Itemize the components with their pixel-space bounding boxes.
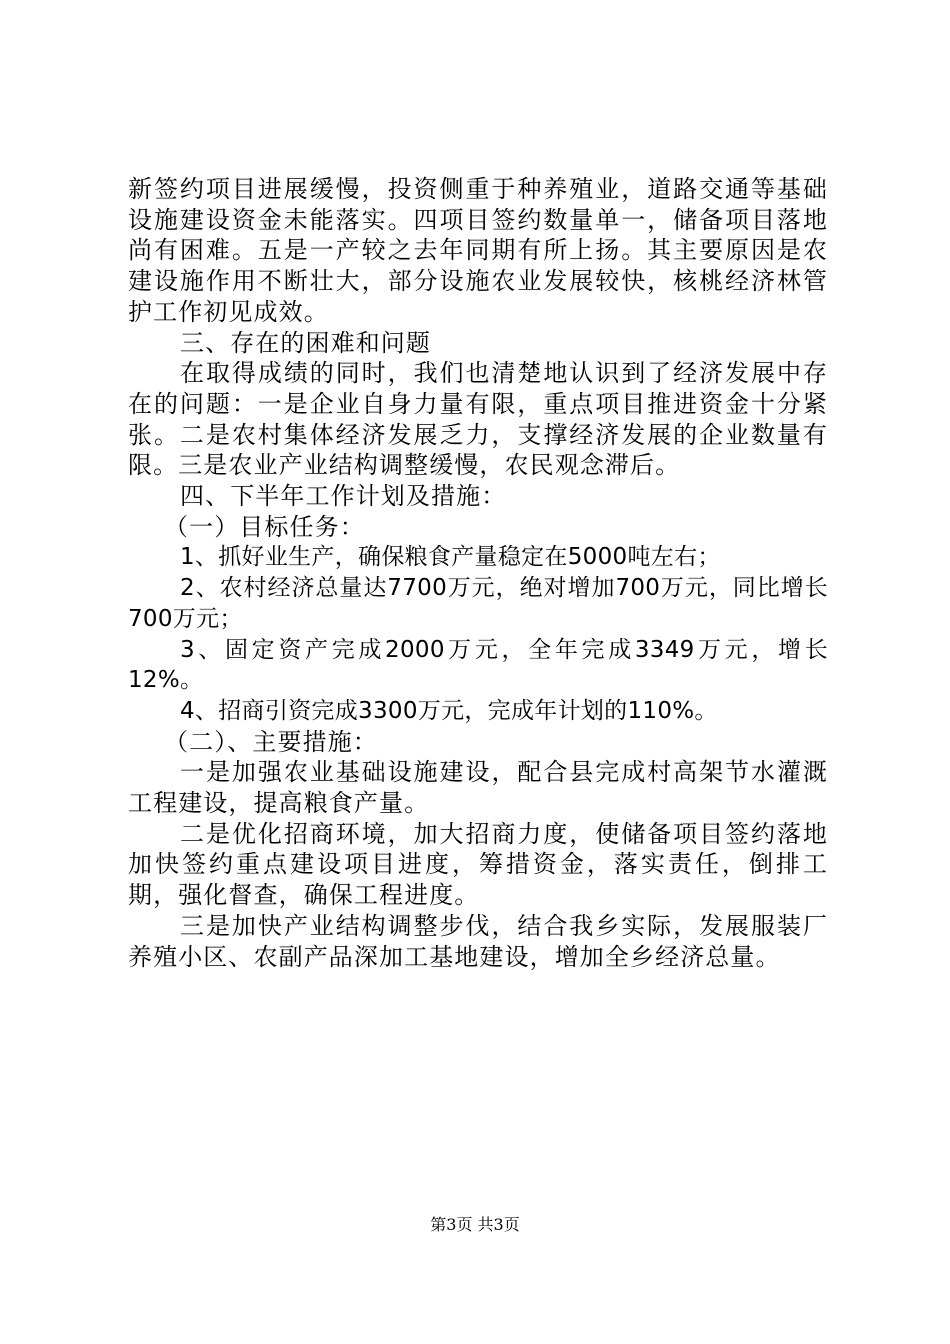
target-item-1: 1、抓好业生产，确保粮食产量稳定在5000吨左右； [180,544,721,571]
document-body [128,174,828,972]
subheading-targets: （一）目标任务： [164,512,365,541]
section-heading-plan: 四、下半年工作计划及措施： [180,482,507,511]
measure-paragraph-1: 一是加强农业基础设施建设，配合县完成村高架节水灌溉工程建设，提高粮食产量。 [128,758,828,818]
paragraph-intro: 新签约项目进展缓慢，投资侧重于种养殖业，道路交通等基础设施建设资金未能落实。四项目签约数量单一，储备项目落地尚有困难。五是一产较之去年同期有所上扬。其主要原因是农建设施作用不断壮大，部分设施农业发展较快，核桃经济林管护工作初见成效。 [128,175,828,326]
target-item-3: 3、固定资产完成2000万元，全年完成3349万元，增长12%。 [128,636,828,694]
subheading-measures: （二）、主要措施： [164,727,378,756]
measure-paragraph-3: 三是加快产业结构调整步伐，结合我乡实际，发展服装厂养殖小区、农副产品深加工基地建设，增加全乡经济总量。 [128,911,828,971]
target-item-2: 2、农村经济总量达7700万元，绝对增加700万元，同比增长700万元； [128,575,828,632]
page-footer: 第3页 共3页 [430,1215,520,1234]
paragraph-difficulties: 在取得成绩的同时，我们也清楚地认识到了经济发展中存在的问题：一是企业自身力量有限，重点项目推进资金十分紧张。二是农村集体经济发展乏力，支撑经济发展的企业数量有限。三是农业产业结构调整缓慢，农民观念滞后。 [128,359,828,480]
target-item-4: 4、招商引资完成3300万元，完成年计划的110%。 [180,697,718,724]
section-heading-difficulties: 三、存在的困难和问题 [180,328,431,357]
measure-paragraph-2: 二是优化招商环境，加大招商力度，使储备项目签约落地加快签约重点建设项目进度，筹措资金，落实责任，倒排工期，强化督查，确保工程进度。 [128,819,828,910]
